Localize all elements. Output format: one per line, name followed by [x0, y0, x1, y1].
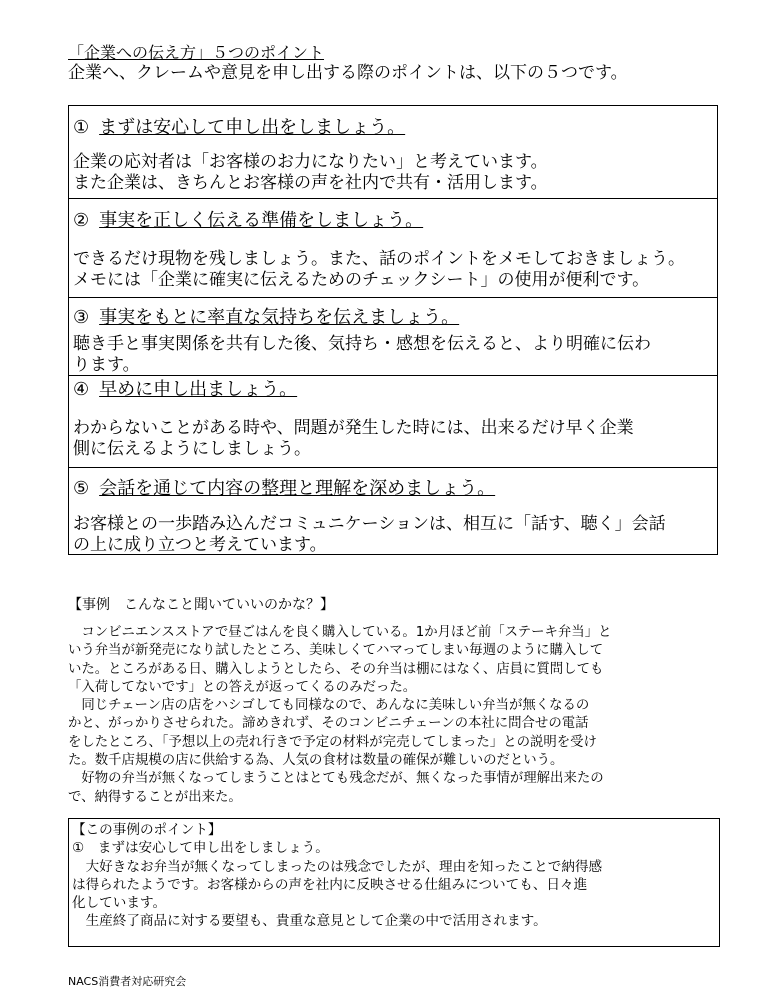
point-heading [73, 117, 405, 139]
case-line: コンビニエンスストアで昼ごはんを良く購入している。1か月ほど前「ステーキ弁当」と [68, 625, 612, 640]
point-number: ① [73, 117, 90, 138]
point-item [69, 198, 717, 298]
point-heading [73, 307, 459, 329]
point-body [73, 418, 713, 460]
point-line: 側に伝えるようにしましょう。 [73, 439, 311, 459]
case-line: 「入荷してないです」との答えが返ってくるのみだった。 [68, 679, 417, 695]
case-line: いた。ところがある日、購入しようとしたら、その弁当は棚にはなく、店員に質問しても [68, 661, 604, 677]
point-line: わからないことがある時や、問題が発生した時には、出来るだけ早く企業 [73, 418, 634, 438]
footer-organization: NACS消費者対応研究会 [68, 975, 187, 988]
point-line: お客様との一歩踏み込んだコミュニケーションは、相互に「話す、聴く」会話 [73, 514, 666, 534]
point-heading-text: まずは安心して申し出をしましょう。 [99, 117, 406, 138]
summary-line: 生産終了商品に対する要望も、貴重な意見として企業の中で活用されます。 [72, 913, 547, 930]
summary-line: は得られたようです。お客様からの声を社内に反映させる仕組みについても、日々進 [72, 876, 588, 893]
summary-line: 大好きなお弁当が無くなってしまったのは残念でしたが、理由を知ったことで納得感 [72, 858, 603, 875]
case-line: た。数千店規模の店に供給する為、人気の食材は数量の確保が難しいのだという。 [68, 753, 564, 769]
point-line: メモには「企業に確実に伝えるためのチェックシート」の使用が便利です。 [73, 270, 650, 290]
case-title: 【事例 こんなこと聞いていいのかな？】 [68, 597, 334, 613]
point-heading-text: 事実をもとに率直な気持ちを伝えましょう。 [99, 307, 460, 328]
point-item [69, 375, 717, 468]
point-heading [73, 478, 495, 500]
case-line: 好物の弁当が無くなってしまうことはとても残念だが、無くなった事情が理解出来たの [68, 771, 604, 787]
point-line: 企業の応対者は「お客様のお力になりたい」と考えています。 [73, 152, 548, 172]
summary-line: ① まずは安心して申し出をしましょう。 [72, 840, 329, 857]
case-line: いう弁当が新発売になり試したところ、美味しくてハマってしまい毎週のように購入して [68, 643, 604, 659]
point-line: 聴き手と事実関係を共有した後、気持ち・感想を伝えると、より明確に伝わ [73, 334, 651, 354]
point-item [69, 106, 717, 198]
case-line: かと、がっかりさせられた。諦めきれず、そのコンビニチェーンの本社に問合せの電話 [68, 716, 589, 732]
point-heading-text: 早めに申し出ましょう。 [99, 379, 298, 400]
point-heading-text: 会話を通じて内容の整理と理解を深めましょう。 [99, 478, 496, 499]
page-title: 「企業への伝え方」５つのポイント [68, 43, 325, 62]
case-body [68, 624, 720, 807]
point-number: ② [73, 210, 90, 231]
point-heading [73, 210, 423, 232]
point-heading-text: 事実を正しく伝える準備をしましょう。 [99, 210, 424, 231]
point-line: ります。 [73, 355, 140, 375]
case-point-box [68, 818, 720, 947]
intro-text: 企業へ、クレームや意見を申し出する際のポイントは、以下の５つです。 [68, 63, 628, 83]
point-body [73, 249, 713, 291]
point-item [69, 467, 717, 556]
case-line: で、納得することが出来た。 [68, 789, 242, 805]
point-line: の上に成り立つと考えています。 [73, 535, 327, 555]
summary-line: 化しています。 [72, 895, 167, 912]
point-line: また企業は、きちんとお客様の声を社内で共有・活用します。 [73, 173, 548, 193]
summary-line: 【この事例のポイント】 [72, 822, 222, 838]
point-line: できるだけ現物を残しましょう。また、話のポイントをメモしておきましょう。 [73, 249, 685, 269]
point-number: ③ [73, 307, 90, 328]
point-body [73, 334, 713, 376]
case-line: 同じチェーン店の店をハシゴしても同様なので、あんなに美味しい弁当が無くなるの [68, 698, 590, 714]
point-body [73, 514, 713, 556]
case-line: をしたところ、「予想以上の売れ行きで予定の材料が完売してしまった」との説明を受け [68, 734, 597, 750]
points-box [68, 105, 718, 555]
point-item [69, 297, 717, 376]
point-body [73, 152, 713, 194]
point-number: ④ [73, 379, 90, 400]
point-heading [73, 379, 297, 401]
point-number: ⑤ [73, 478, 90, 499]
